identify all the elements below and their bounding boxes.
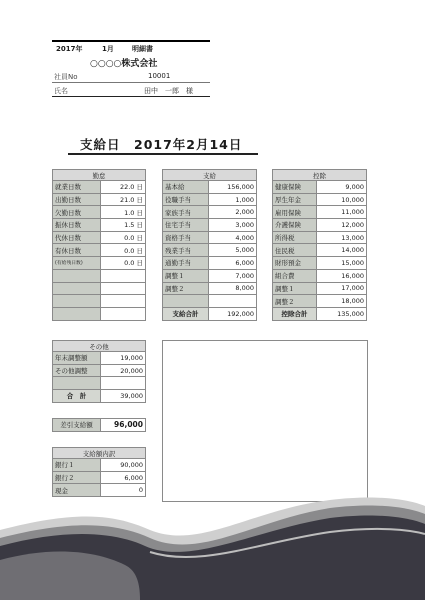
table-row: 有休日数 0.0 日 <box>53 244 146 257</box>
employee-no-value: 10001 <box>148 72 171 80</box>
net-pay-label: 差引支給額 <box>53 419 101 432</box>
memo-box <box>162 340 368 502</box>
table-row: 資格手当 4,000 <box>163 231 257 244</box>
table-row: 調整２ 18,000 <box>273 295 367 308</box>
deductions-header: 控除 <box>273 170 367 181</box>
table-row: 残業手当 5,000 <box>163 244 257 257</box>
deductions-total-row: 控除合計 135,000 <box>273 307 367 320</box>
other-table <box>52 340 146 403</box>
table-row: 調整１ 17,000 <box>273 282 367 295</box>
header-divider <box>52 82 210 83</box>
table-row-empty <box>163 295 257 308</box>
payments-header: 支給 <box>163 170 257 181</box>
table-row: 住民税 14,000 <box>273 244 367 257</box>
header-doc-type: 明細書 <box>132 45 153 53</box>
company-name: ○○○○株式会社 <box>90 59 158 69</box>
table-row: 家族手当 2,000 <box>163 206 257 219</box>
table-row: 就業日数 22.0 日 <box>53 181 146 194</box>
table-row: 年末調整額 19,000 <box>53 352 146 365</box>
table-row: 現金 0 <box>53 484 146 497</box>
net-pay-value: 96,000 <box>101 419 146 432</box>
table-row: 基本給 156,000 <box>163 181 257 194</box>
table-row: 振休日数 1.5 日 <box>53 219 146 232</box>
table-row: 役職手当 1,000 <box>163 193 257 206</box>
table-row: 通勤手当 6,000 <box>163 257 257 270</box>
payments-table <box>162 169 257 321</box>
header-year: 2017年 <box>56 45 83 53</box>
table-row: 住宅手当 3,000 <box>163 219 257 232</box>
table-row-empty <box>53 269 146 282</box>
table-row: 介護保険 12,000 <box>273 219 367 232</box>
breakdown-header: 支給額内訳 <box>53 448 146 459</box>
table-row-empty <box>53 307 146 320</box>
deductions-table <box>272 169 367 321</box>
table-row-empty <box>53 377 146 390</box>
table-row: 厚生年金 10,000 <box>273 193 367 206</box>
footer-wave-decoration <box>0 490 425 600</box>
header-bottom-rule <box>52 96 210 97</box>
table-row: 銀行２ 6,000 <box>53 471 146 484</box>
header-top-rule <box>52 40 210 42</box>
header-month: 1月 <box>102 45 114 53</box>
table-row: 雇用保険 11,000 <box>273 206 367 219</box>
employee-name-label: 氏名 <box>54 87 68 95</box>
table-row: その他調整 20,000 <box>53 364 146 377</box>
other-header: その他 <box>53 341 146 352</box>
attendance-table <box>52 169 146 321</box>
table-row: 所得税 13,000 <box>273 231 367 244</box>
net-pay-table <box>52 418 146 432</box>
payments-total-row: 支給合計 192,000 <box>163 307 257 320</box>
table-row: 調整１ 7,000 <box>163 269 257 282</box>
table-row: 銀行１ 90,000 <box>53 459 146 472</box>
table-row: 調整２ 8,000 <box>163 282 257 295</box>
table-row-empty <box>53 282 146 295</box>
employee-no-label: 社員No <box>54 73 78 81</box>
table-row: (有給残日数) 0.0 日 <box>53 257 146 270</box>
table-row: 健康保険 9,000 <box>273 181 367 194</box>
title-underline <box>68 153 258 155</box>
table-row-empty <box>53 295 146 308</box>
attendance-header: 勤怠 <box>53 170 146 181</box>
table-row: 欠勤日数 1.0 日 <box>53 206 146 219</box>
table-row: 出勤日数 21.0 日 <box>53 193 146 206</box>
table-row: 代休日数 0.0 日 <box>53 231 146 244</box>
pay-date-title: 支給日 2017年2月14日 <box>80 137 243 152</box>
table-row: 組合費 16,000 <box>273 269 367 282</box>
employee-name-value: 田中 一郎 様 <box>144 87 193 95</box>
other-total-row: 合 計 39,000 <box>53 390 146 403</box>
table-row: 財形預金 15,000 <box>273 257 367 270</box>
